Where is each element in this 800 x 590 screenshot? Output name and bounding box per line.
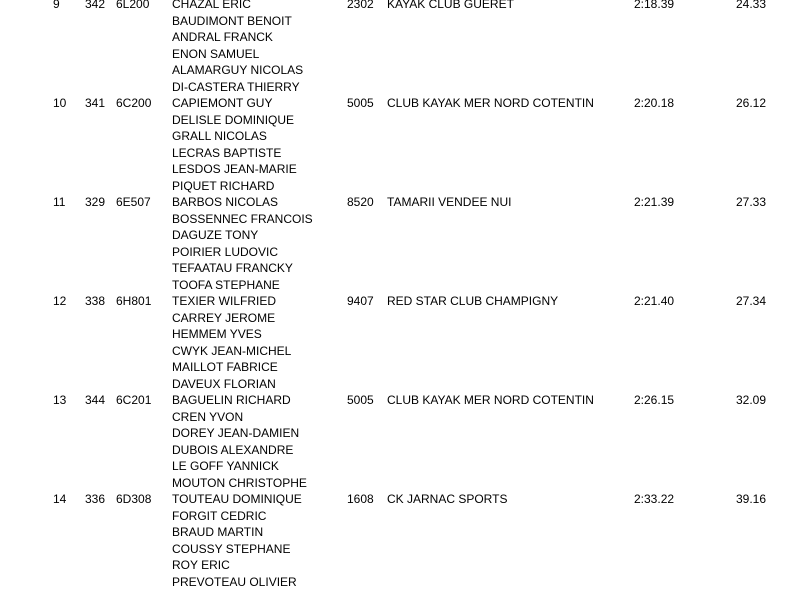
result-row (0, 491, 800, 590)
crew-member: DAGUZE TONY (172, 227, 800, 244)
result-row (0, 293, 800, 392)
crew-member: PIQUET RICHARD (172, 178, 800, 195)
time-gap-cell: 39.16 (736, 491, 766, 508)
crew-member: POIRIER LUDOVIC (172, 244, 800, 261)
crew-member: CREN YVON (172, 409, 800, 426)
club-name-cell: TAMARII VENDEE NUI (387, 194, 511, 211)
crew-member: BOSSENNEC FRANCOIS (172, 211, 800, 228)
rank-cell: 9 (53, 0, 60, 13)
crew-member: CAPIEMONT GUY (172, 95, 800, 112)
boat-code-cell: 6H801 (116, 293, 151, 310)
result-row (0, 392, 800, 491)
crew-member: CARREY JEROME (172, 310, 800, 327)
rank-cell: 13 (53, 392, 66, 409)
bib-number-cell: 344 (85, 392, 105, 409)
club-name-cell: CLUB KAYAK MER NORD COTENTIN (387, 392, 594, 409)
crew-member: BAGUELIN RICHARD (172, 392, 800, 409)
time-cell: 2:21.40 (634, 293, 674, 310)
crew-member: ENON SAMUEL (172, 46, 800, 63)
time-cell: 2:21.39 (634, 194, 674, 211)
time-cell: 2:33.22 (634, 491, 674, 508)
club-name-cell: CK JARNAC SPORTS (387, 491, 507, 508)
club-name-cell: KAYAK CLUB GUERET (387, 0, 514, 13)
bib-number-cell: 329 (85, 194, 105, 211)
club-code-cell: 5005 (347, 95, 374, 112)
crew-member: MOUTON CHRISTOPHE (172, 475, 800, 492)
crew-member: FORGIT CEDRIC (172, 508, 800, 525)
crew-member: PREVOTEAU OLIVIER (172, 574, 800, 590)
crew-member: BRAUD MARTIN (172, 524, 800, 541)
rank-cell: 11 (53, 194, 65, 211)
crew-member: BARBOS NICOLAS (172, 194, 800, 211)
time-cell: 2:26.15 (634, 392, 674, 409)
club-name-cell: RED STAR CLUB CHAMPIGNY (387, 293, 558, 310)
crew-list (172, 194, 800, 293)
result-row (0, 194, 800, 293)
bib-number-cell: 338 (85, 293, 105, 310)
boat-code-cell: 6D308 (116, 491, 151, 508)
boat-code-cell: 6E507 (116, 194, 151, 211)
crew-member: HEMMEM YVES (172, 326, 800, 343)
crew-list (172, 491, 800, 590)
club-code-cell: 5005 (347, 392, 374, 409)
boat-code-cell: 6C201 (116, 392, 151, 409)
crew-member: TEFAATAU FRANCKY (172, 260, 800, 277)
crew-list (172, 392, 800, 491)
crew-member: TEXIER WILFRIED (172, 293, 800, 310)
result-row (0, 0, 800, 95)
crew-member: COUSSY STEPHANE (172, 541, 800, 558)
rank-cell: 12 (53, 293, 66, 310)
crew-member: DOREY JEAN-DAMIEN (172, 425, 800, 442)
boat-code-cell: 6C200 (116, 95, 151, 112)
crew-member: CWYK JEAN-MICHEL (172, 343, 800, 360)
crew-list (172, 293, 800, 392)
crew-member: ANDRAL FRANCK (172, 29, 800, 46)
crew-member: TOUTEAU DOMINIQUE (172, 491, 800, 508)
crew-member: TOOFA STEPHANE (172, 277, 800, 294)
time-gap-cell: 27.33 (736, 194, 766, 211)
crew-member: ROY ERIC (172, 557, 800, 574)
crew-member: CHAZAL ERIC (172, 0, 800, 13)
bib-number-cell: 342 (85, 0, 105, 13)
crew-member: DAVEUX FLORIAN (172, 376, 800, 393)
crew-member: BAUDIMONT BENOIT (172, 13, 800, 30)
rank-cell: 10 (53, 95, 66, 112)
time-gap-cell: 27.34 (736, 293, 766, 310)
crew-member: MAILLOT FABRICE (172, 359, 800, 376)
club-code-cell: 9407 (347, 293, 374, 310)
bib-number-cell: 341 (85, 95, 105, 112)
crew-member: DI-CASTERA THIERRY (172, 79, 800, 96)
crew-list (172, 0, 800, 95)
club-code-cell: 8520 (347, 194, 374, 211)
club-code-cell: 1608 (347, 491, 374, 508)
time-gap-cell: 24.33 (736, 0, 766, 13)
crew-list (172, 95, 800, 194)
crew-member: LECRAS BAPTISTE (172, 145, 800, 162)
bib-number-cell: 336 (85, 491, 105, 508)
time-cell: 2:18.39 (634, 0, 674, 13)
crew-member: LESDOS JEAN-MARIE (172, 161, 800, 178)
crew-member: LE GOFF YANNICK (172, 458, 800, 475)
time-gap-cell: 32.09 (736, 392, 766, 409)
time-gap-cell: 26.12 (736, 95, 766, 112)
crew-member: GRALL NICOLAS (172, 128, 800, 145)
club-code-cell: 2302 (347, 0, 374, 13)
time-cell: 2:20.18 (634, 95, 674, 112)
result-row (0, 95, 800, 194)
crew-member: DELISLE DOMINIQUE (172, 112, 800, 129)
rank-cell: 14 (53, 491, 66, 508)
boat-code-cell: 6L200 (116, 0, 149, 13)
club-name-cell: CLUB KAYAK MER NORD COTENTIN (387, 95, 594, 112)
crew-member: DUBOIS ALEXANDRE (172, 442, 800, 459)
crew-member: ALAMARGUY NICOLAS (172, 62, 800, 79)
